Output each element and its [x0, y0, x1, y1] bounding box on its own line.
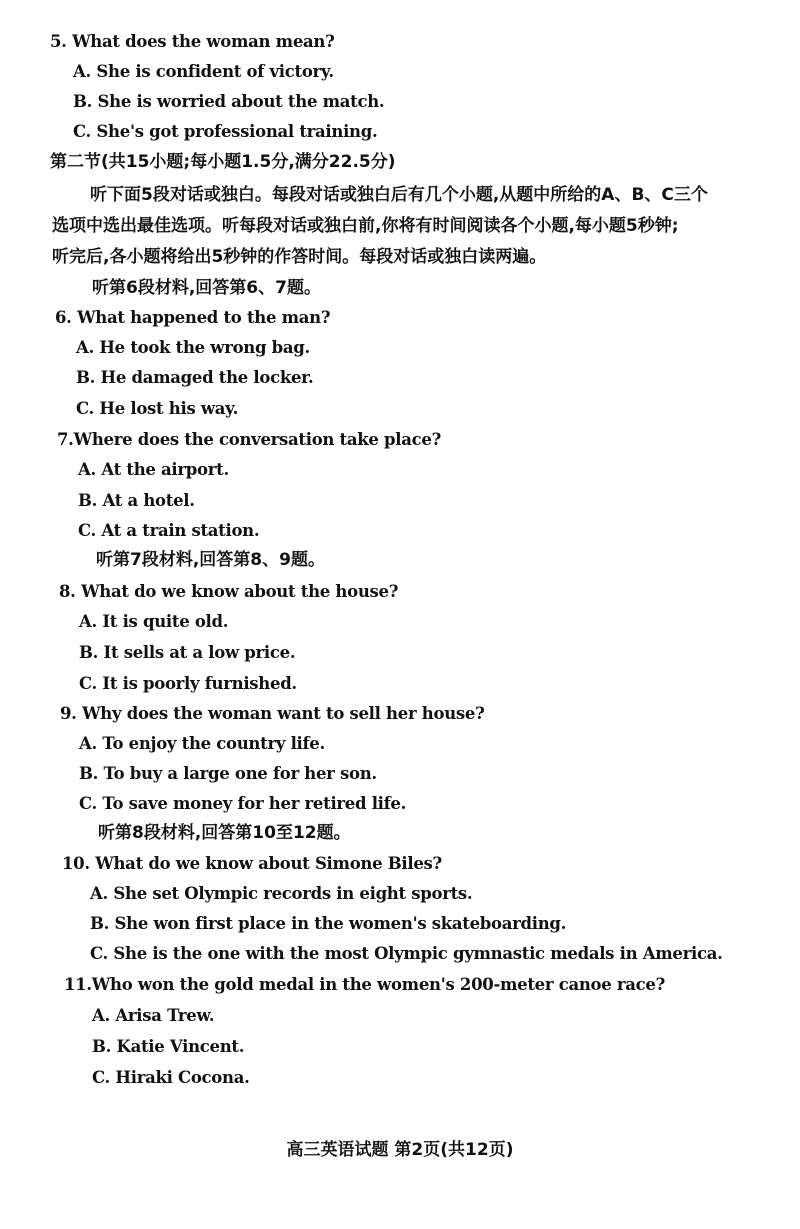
question-9: 9. Why does the woman want to sell her house?	[60, 704, 485, 723]
material-6-instruction: 听第6段材料,回答第6、7题。	[92, 278, 321, 298]
q7-option-c: C. At a train station.	[78, 521, 260, 540]
q9-option-b: B. To buy a large one for her son.	[79, 764, 377, 783]
question-8: 8. What do we know about the house?	[59, 582, 399, 601]
q8-option-b: B. It sells at a low price.	[79, 643, 296, 662]
q5-option-b: B. She is worried about the match.	[73, 92, 385, 111]
q11-option-b: B. Katie Vincent.	[92, 1037, 245, 1056]
question-6: 6. What happened to the man?	[55, 308, 331, 327]
q5-option-c: C. She's got professional training.	[73, 122, 378, 141]
instructions-line-1: 听下面5段对话或独白。每段对话或独白后有几个小题,从题中所给的A、B、C三个	[90, 185, 708, 205]
q9-option-c: C. To save money for her retired life.	[79, 794, 407, 813]
q6-option-a: A. He took the wrong bag.	[76, 338, 310, 357]
q8-option-a: A. It is quite old.	[79, 612, 229, 631]
instructions-line-3: 听完后,各小题将给出5秒钟的作答时间。每段对话或独白读两遍。	[52, 247, 547, 267]
material-7-instruction: 听第7段材料,回答第8、9题。	[96, 550, 325, 570]
question-7: 7.Where does the conversation take place?	[57, 430, 441, 449]
q10-option-b: B. She won first place in the women's skateboarding.	[90, 914, 567, 933]
q7-option-a: A. At the airport.	[78, 460, 229, 479]
section-heading: 第二节(共15小题;每小题1.5分,满分22.5分)	[50, 152, 396, 172]
q11-option-c: C. Hiraki Cocona.	[92, 1068, 250, 1087]
q11-option-a: A. Arisa Trew.	[92, 1006, 215, 1025]
material-8-instruction: 听第8段材料,回答第10至12题。	[98, 823, 351, 843]
q10-option-a: A. She set Olympic records in eight sports.	[90, 884, 473, 903]
q10-option-c: C. She is the one with the most Olympic gymnastic medals in America.	[90, 944, 723, 963]
instructions-line-2: 选项中选出最佳选项。听每段对话或独白前,你将有时间阅读各个小题,每小题5秒钟;	[52, 216, 679, 236]
q9-option-a: A. To enjoy the country life.	[79, 734, 325, 753]
q8-option-c: C. It is poorly furnished.	[79, 674, 297, 693]
question-5: 5. What does the woman mean?	[50, 32, 335, 51]
q7-option-b: B. At a hotel.	[78, 491, 195, 510]
question-11: 11.Who won the gold medal in the women's 200-meter canoe race?	[64, 975, 665, 994]
page-footer: 高三英语试题 第2页(共12页)	[286, 1140, 514, 1160]
q6-option-c: C. He lost his way.	[76, 399, 239, 418]
q5-option-a: A. She is confident of victory.	[73, 62, 334, 81]
q6-option-b: B. He damaged the locker.	[76, 368, 314, 387]
question-10: 10. What do we know about Simone Biles?	[62, 854, 442, 873]
